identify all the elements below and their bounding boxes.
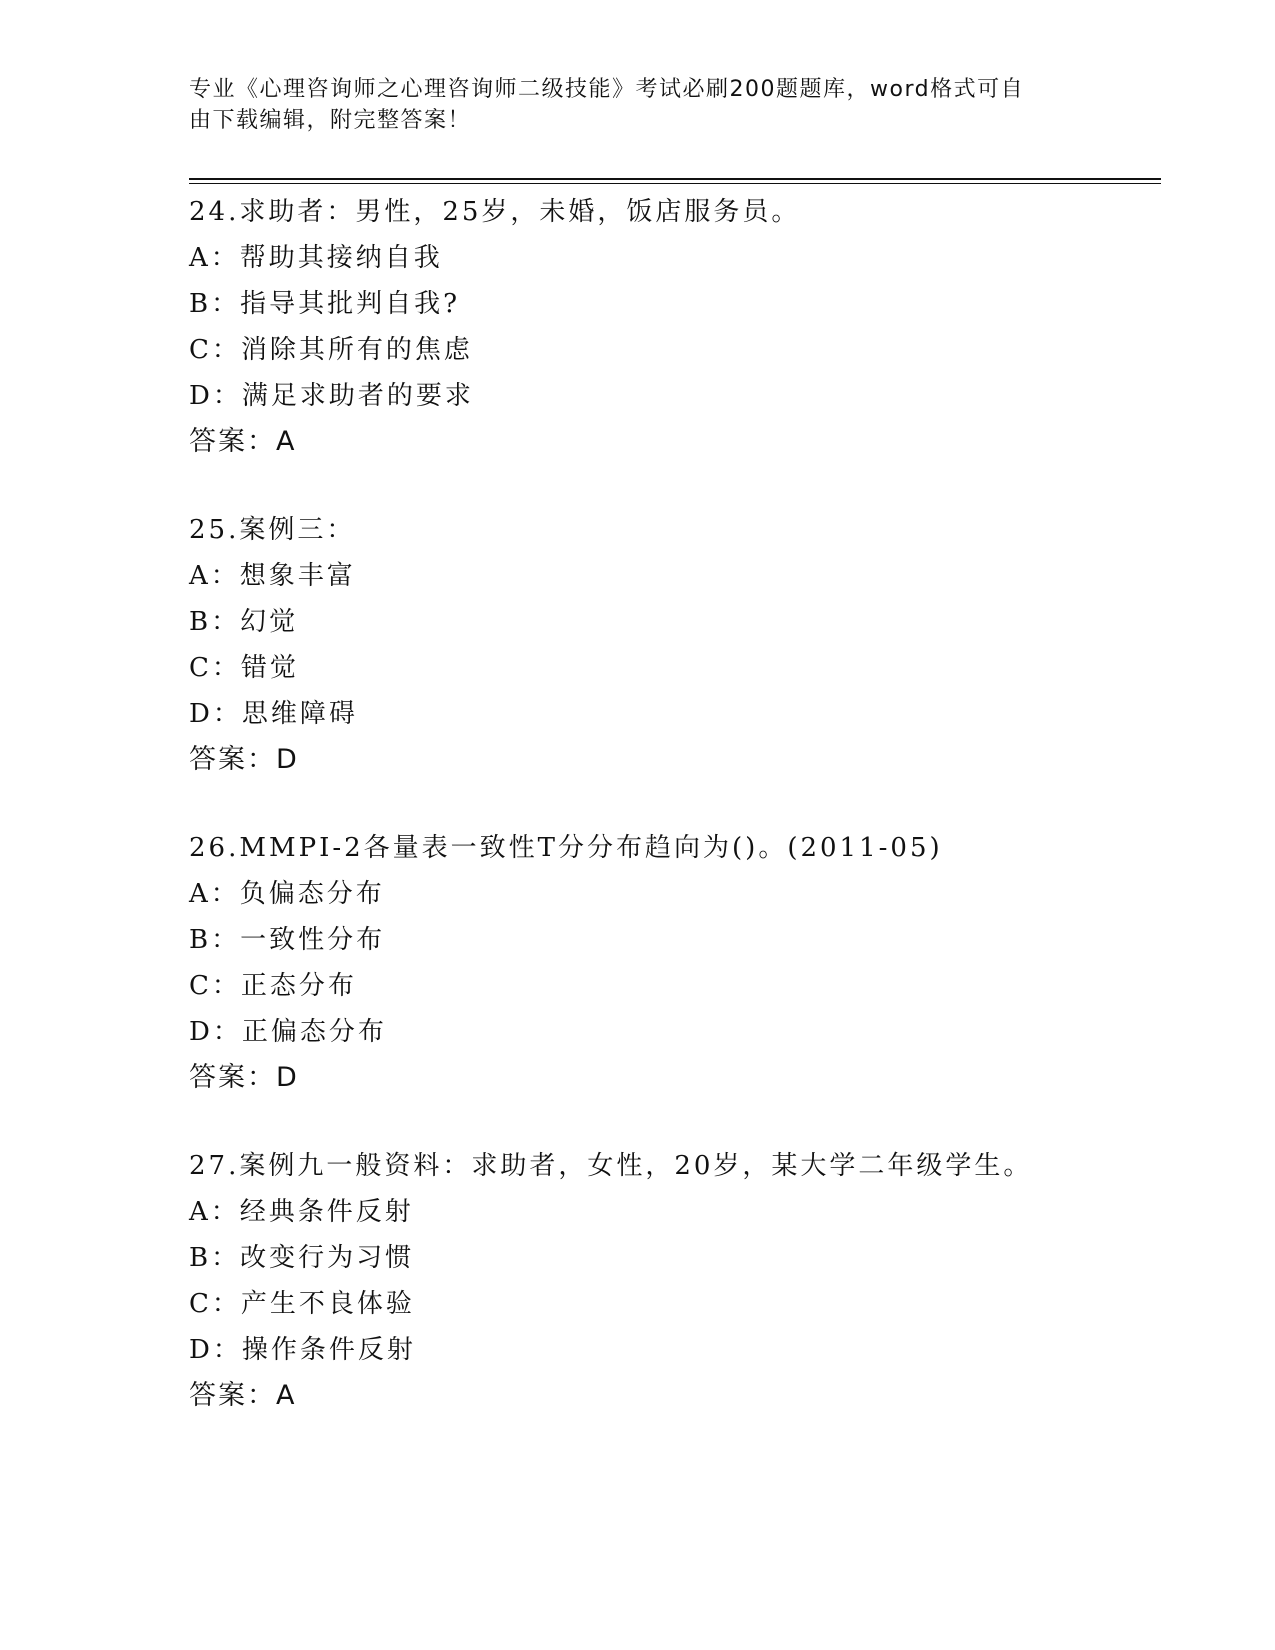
header-divider-thin <box>189 183 1161 184</box>
option-d: D：正偏态分布 <box>189 1017 387 1047</box>
header-line-1: 专业《心理咨询师之心理咨询师二级技能》考试必刷200题题库，word格式可自 <box>189 77 1025 102</box>
option-a: A：想象丰富 <box>189 561 356 591</box>
option-d: D：操作条件反射 <box>189 1335 416 1365</box>
option-c: C：消除其所有的焦虑 <box>189 335 473 365</box>
question-stem: 25.案例三： <box>189 515 356 545</box>
option-b: B：改变行为习惯 <box>189 1243 415 1273</box>
question-27 <box>189 1143 1149 1419</box>
header-line-2: 由下载编辑，附完整答案！ <box>189 108 472 133</box>
header-divider-thick <box>189 178 1161 180</box>
option-b: B：幻觉 <box>189 607 299 637</box>
question-list <box>189 189 1149 1419</box>
option-d: D：思维障碍 <box>189 699 358 729</box>
option-b: B：一致性分布 <box>189 925 386 955</box>
question-24 <box>189 189 1149 465</box>
answer-line: 答案：A <box>189 426 297 457</box>
answer-line: 答案：D <box>189 1062 299 1093</box>
document-header <box>189 74 1069 136</box>
question-26 <box>189 825 1149 1101</box>
answer-line: 答案：A <box>189 1380 297 1411</box>
question-stem: 24.求助者：男性，25岁，未婚，饭店服务员。 <box>189 197 801 227</box>
question-stem: 27.案例九一般资料：求助者，女性，20岁，某大学二年级学生。 <box>189 1151 1033 1181</box>
option-c: C：错觉 <box>189 653 299 683</box>
option-c: C：正态分布 <box>189 971 357 1001</box>
question-stem: 26.MMPI-2各量表一致性T分分布趋向为()。(2011-05) <box>189 833 943 863</box>
option-a: A：经典条件反射 <box>189 1197 414 1227</box>
option-a: A：负偏态分布 <box>189 879 385 909</box>
option-a: A：帮助其接纳自我 <box>189 243 443 273</box>
option-d: D：满足求助者的要求 <box>189 381 474 411</box>
question-25 <box>189 507 1149 783</box>
option-c: C：产生不良体验 <box>189 1289 415 1319</box>
answer-line: 答案：D <box>189 744 299 775</box>
option-b: B：指导其批判自我? <box>189 289 461 319</box>
